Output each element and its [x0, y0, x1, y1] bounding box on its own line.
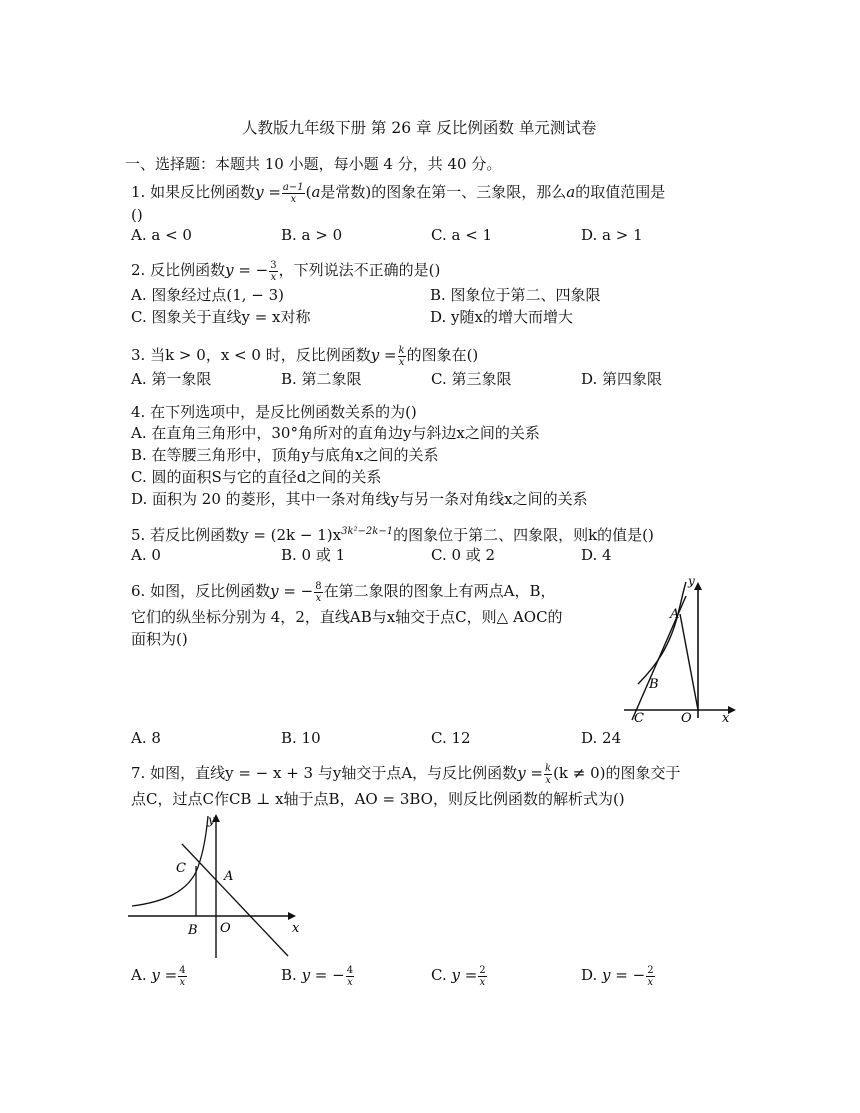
q7-option-d[interactable]: D. y = − $\frac{2}{x}$: [581, 964, 654, 988]
q6-label-y: y: [688, 574, 695, 588]
question-7-stem: 7. 如图，直线y = − x + 3 与y轴交于点A，与反比例函数y = $\frac{k}{x}$ (k ≠ 0)的图象交于: [131, 762, 681, 786]
q5-option-a[interactable]: A. 0: [131, 546, 161, 564]
q6-label-x: x: [722, 711, 730, 726]
q6-label-o: O: [681, 711, 692, 726]
q7-fraction: $\frac{k}{x}$: [545, 762, 552, 786]
q3-option-d[interactable]: D. 第四象限: [581, 370, 663, 388]
q7-stem-line2: 点C，过点C作CB ⊥ x轴于点B，AO = 3BO，则反比例函数的解析式为(): [131, 790, 625, 808]
q7-label-x: x: [292, 921, 300, 936]
q5-option-d[interactable]: D. 4: [581, 546, 612, 564]
q2-option-b[interactable]: B. 图象位于第二、四象限: [430, 286, 601, 304]
q7-option-b[interactable]: B. y = − $\frac{4}{x}$: [281, 964, 354, 988]
q3-option-c[interactable]: C. 第三象限: [431, 370, 512, 388]
q2-option-c[interactable]: C. 图象关于直线y = x对称: [131, 308, 311, 326]
q6-option-b[interactable]: B. 10: [281, 729, 321, 747]
q6-option-c[interactable]: C. 12: [431, 729, 471, 747]
q5-exponent: 3k²−2k−1: [341, 526, 394, 537]
q6-label-b: B: [649, 677, 659, 692]
question-1-stem: 1. 如果反比例函数y = $\frac{a-1}{x}$ (a是常数)的图象在第一、三象限，那么a的取值范围是: [131, 181, 666, 205]
q1-text: 1. 如果反比例函数: [131, 183, 256, 201]
q1-option-b[interactable]: B. a > 0: [281, 226, 343, 244]
q5-option-b[interactable]: B. 0 或 1: [281, 546, 346, 564]
q4-option-d[interactable]: D. 面积为 20 的菱形，其中一条对角线y与另一条对角线x之间的关系: [131, 490, 588, 508]
q7-option-b-fraction: $\frac{4}{x}$: [346, 964, 354, 988]
q7-option-a-fraction: $\frac{4}{x}$: [179, 964, 186, 988]
page-title: 人教版九年级下册 第 26 章 反比例函数 单元测试卷: [242, 119, 597, 137]
q7-figure: [124, 810, 310, 960]
q2-option-a[interactable]: A. 图象经过点(1, − 3): [131, 286, 285, 304]
q6-stem-line2: 它们的纵坐标分别为 4，2，直线AB与x轴交于点C，则△ AOC的: [131, 608, 563, 626]
q6-figure: [618, 574, 758, 726]
q1-expr: y =: [255, 183, 281, 201]
q2-fraction: $\frac{3}{x}$: [270, 259, 277, 283]
q5-option-c[interactable]: C. 0 或 2: [431, 546, 496, 564]
q6-fraction: $\frac{8}{x}$: [315, 580, 322, 604]
question-5-stem: 5. 若反比例函数$y = (2k - 1)x^{3k^2-2k-1}$的图象位于第二、四象限，则k的值是(): [131, 526, 654, 544]
section-heading: 一、选择题：本题共 10 小题，每小题 4 分，共 40 分。: [125, 155, 502, 173]
q7-label-a: A: [224, 869, 234, 884]
q1-answer-paren: (): [131, 206, 143, 224]
q7-option-a[interactable]: A. y = $\frac{4}{x}$: [131, 964, 186, 988]
q3-fraction: $\frac{k}{x}$: [398, 344, 405, 368]
q2-option-d[interactable]: D. y随x的增大而增大: [430, 308, 573, 326]
q7-label-b: B: [188, 923, 198, 938]
question-6-stem: 6. 如图，反比例函数y = − $\frac{8}{x}$ 在第二象限的图象上有两点A，B，: [131, 580, 556, 604]
question-4-stem: 4. 在下列选项中，是反比例函数关系的为(): [131, 403, 417, 421]
q1-fraction: $\frac{a-1}{x}$: [282, 181, 304, 205]
q6-label-a: A: [670, 607, 680, 622]
q7-option-c-fraction: $\frac{2}{x}$: [479, 964, 486, 988]
q6-label-c: C: [634, 711, 644, 726]
q1-option-d[interactable]: D. a > 1: [581, 226, 643, 244]
q6-option-d[interactable]: D. 24: [581, 729, 622, 747]
q6-option-a[interactable]: A. 8: [131, 729, 161, 747]
q6-stem-line3: 面积为(): [131, 630, 188, 648]
question-2-stem: 2. 反比例函数y = − $\frac{3}{x}$ ，下列说法不正确的是(): [131, 259, 441, 283]
q3-option-a[interactable]: A. 第一象限: [131, 370, 212, 388]
q4-option-c[interactable]: C. 圆的面积S与它的直径d之间的关系: [131, 468, 382, 486]
q7-option-d-fraction: $\frac{2}{x}$: [647, 964, 654, 988]
q7-label-y: y: [208, 813, 215, 827]
q1-option-a[interactable]: A. a < 0: [131, 226, 192, 244]
q1-option-c[interactable]: C. a < 1: [431, 226, 493, 244]
question-3-stem: 3. 当k > 0，x < 0 时，反比例函数y = $\frac{k}{x}$ 的图象在(): [131, 344, 479, 368]
q7-label-c: C: [176, 861, 186, 876]
q4-option-a[interactable]: A. 在直角三角形中，30°角所对的直角边y与斜边x之间的关系: [131, 424, 540, 442]
q4-option-b[interactable]: B. 在等腰三角形中，顶角y与底角x之间的关系: [131, 446, 439, 464]
q7-option-c[interactable]: C. y = $\frac{2}{x}$: [431, 964, 486, 988]
q7-label-o: O: [220, 921, 231, 936]
q3-option-b[interactable]: B. 第二象限: [281, 370, 362, 388]
